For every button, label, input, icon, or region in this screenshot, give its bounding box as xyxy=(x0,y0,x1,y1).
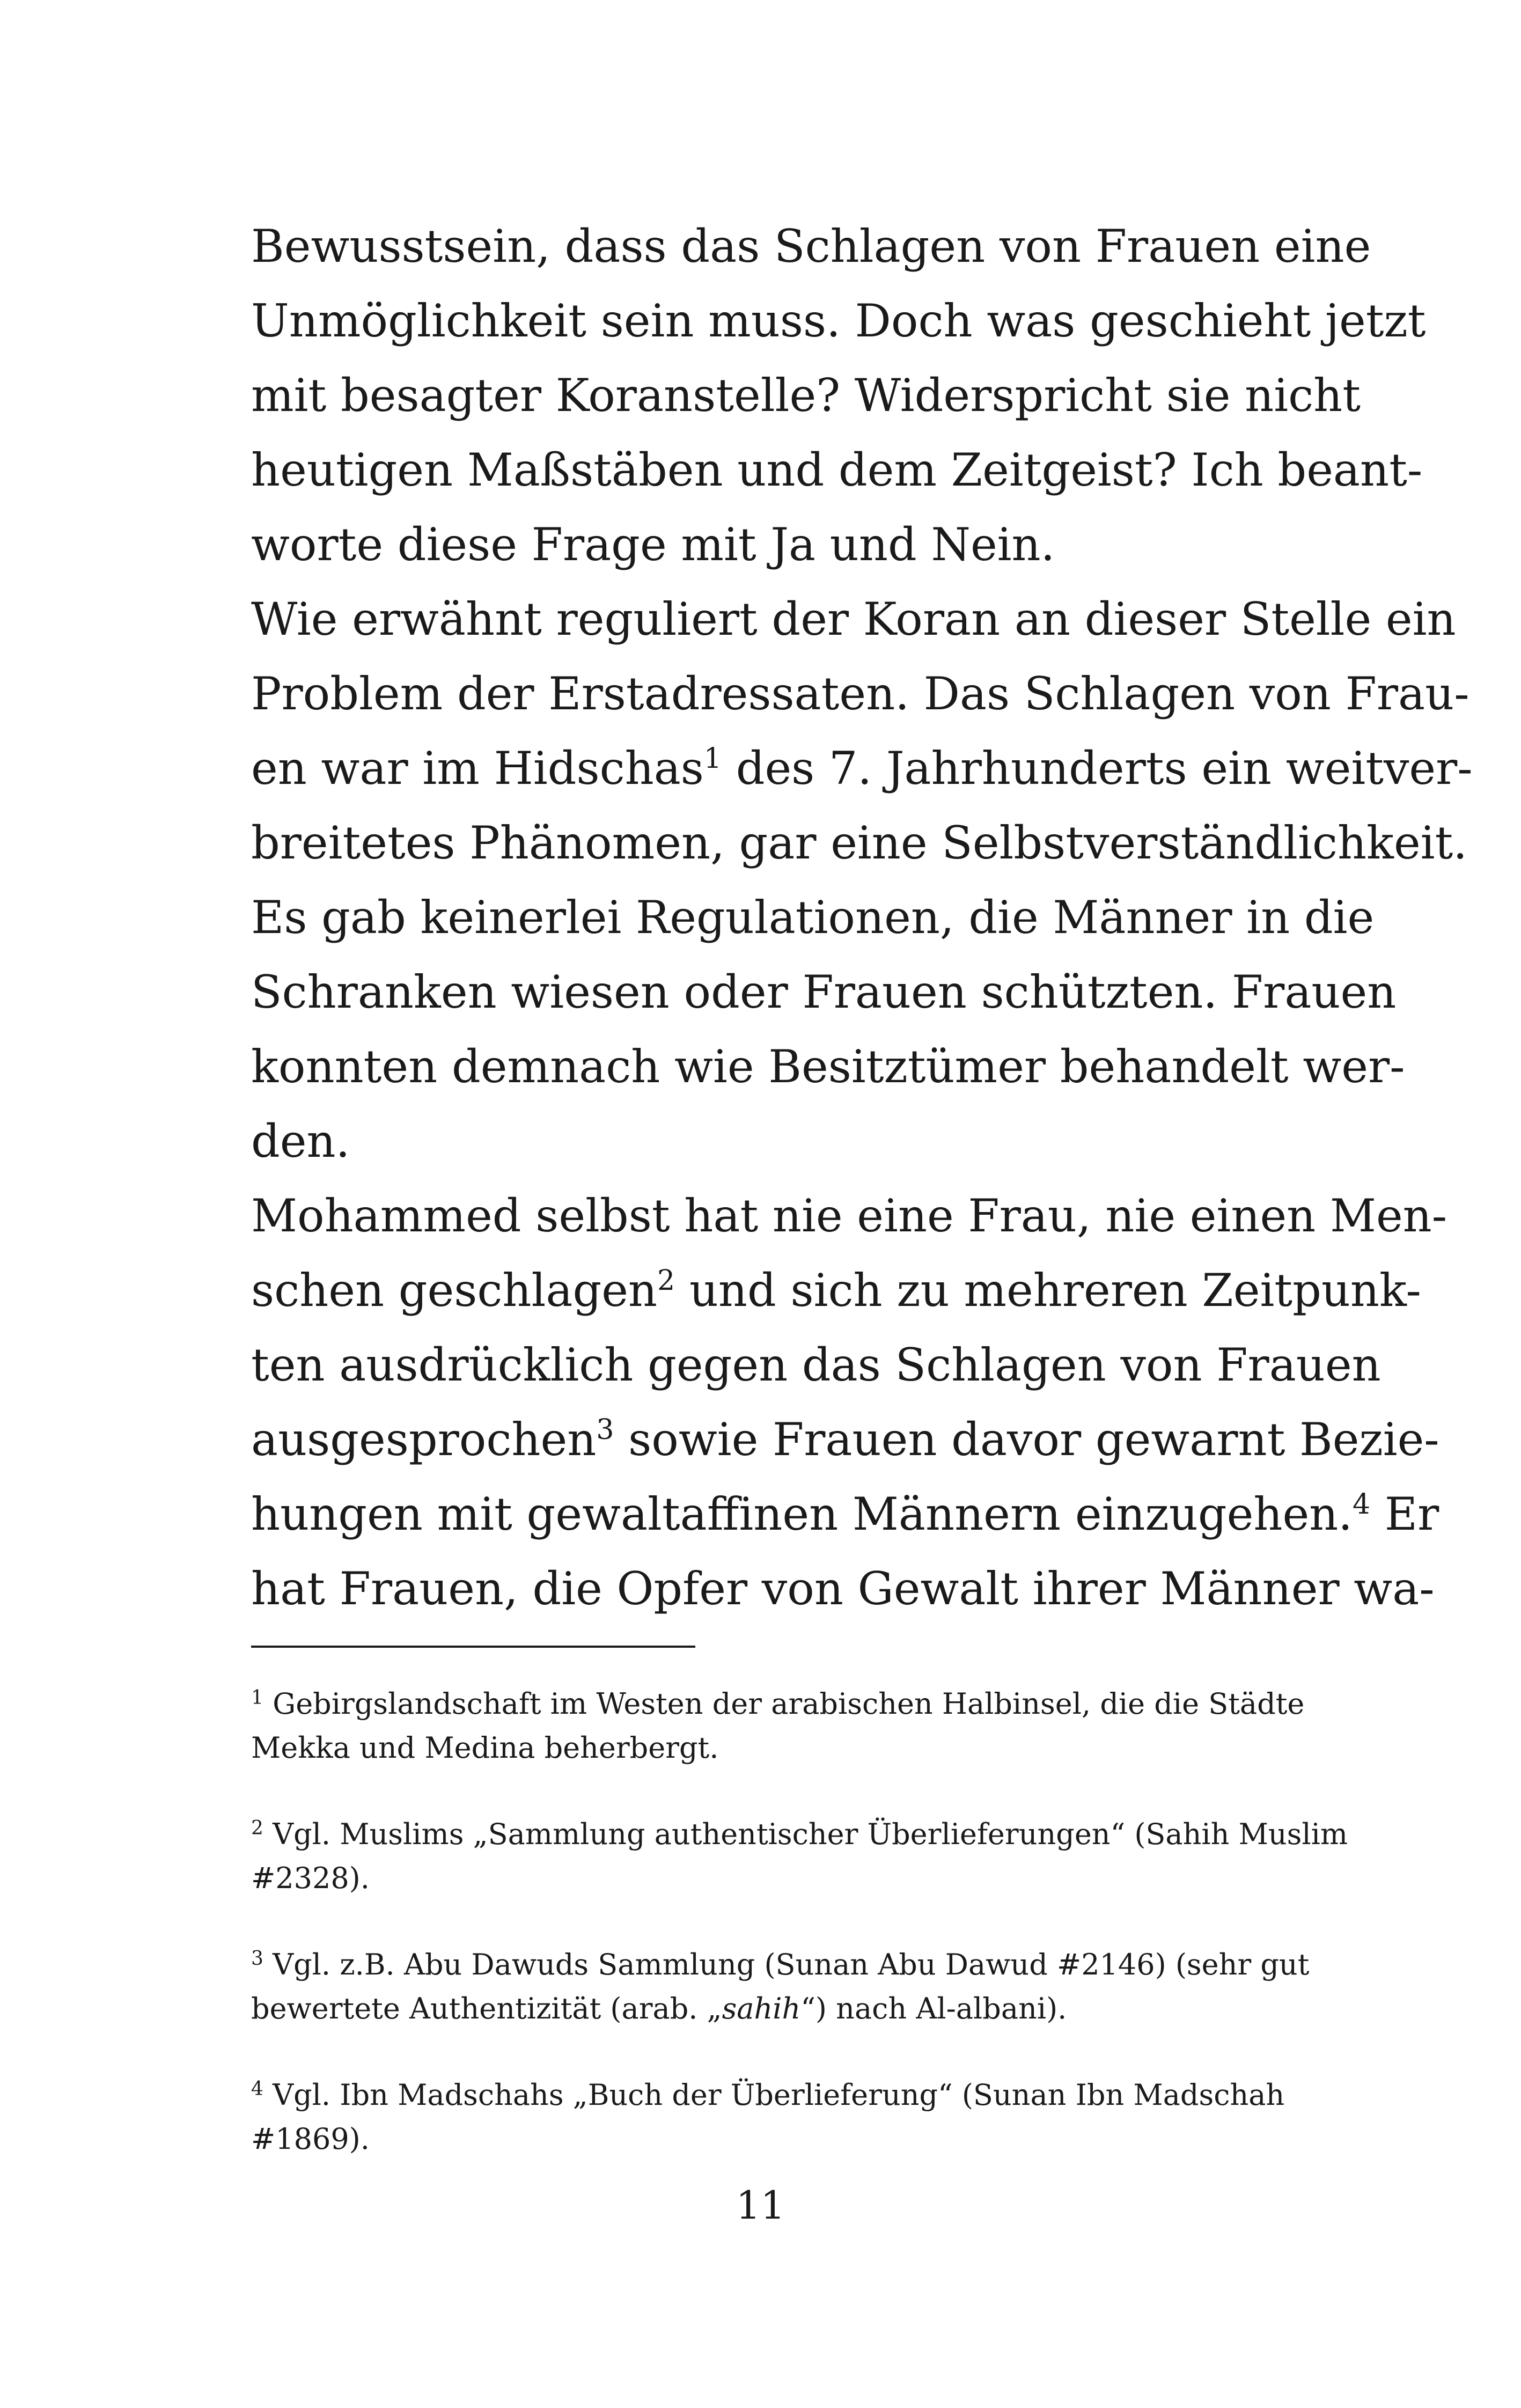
text-line xyxy=(251,731,1473,806)
footnote-text: Vgl. Muslims „Sammlung authentischer Überlieferungen“ (Sahih Muslim xyxy=(263,1817,1348,1851)
text-line: den. xyxy=(251,1115,350,1168)
text-fragment: Er xyxy=(1370,1488,1439,1540)
footnote-number: 1 xyxy=(251,1687,263,1709)
text-line: ten ausdrücklich gegen das Schlagen von Frauen xyxy=(251,1339,1381,1391)
footnote-line: #1869). xyxy=(251,2122,370,2156)
footnote-line xyxy=(251,1943,1310,1987)
footnote-text: “) nach Al-albani). xyxy=(800,1992,1067,2025)
footnote-ref-1[interactable]: 1 xyxy=(703,743,722,775)
text-line: konnten demnach wie Besitztümer behandelt wer- xyxy=(251,1040,1405,1093)
text-fragment: und sich zu mehreren Zeitpunk- xyxy=(675,1264,1421,1317)
text-fragment: sowie Frauen davor gewarnt Bezie- xyxy=(614,1413,1439,1466)
footnotes xyxy=(251,1682,1348,2204)
text-line: Es gab keinerlei Regulationen, die Männer in die xyxy=(251,891,1375,944)
text-fragment: hungen mit gewaltaffinen Männern einzugehen. xyxy=(251,1488,1353,1540)
footnote-line xyxy=(251,1987,1256,2031)
text-line xyxy=(251,1477,1439,1552)
text-line: Schranken wiesen oder Frauen schützten. Frauen xyxy=(251,966,1397,1018)
text-line: Bewusstsein, dass das Schlagen von Frauen eine xyxy=(251,220,1371,273)
footnote-4 xyxy=(251,2073,1285,2161)
footnote-text: Gebirgslandschaft im Westen der arabischen Halbinsel, die die Städte xyxy=(263,1687,1305,1721)
footnote-ref-3[interactable]: 3 xyxy=(596,1414,614,1446)
footnote-text: Vgl. z.B. Abu Dawuds Sammlung (Sunan Abu Dawud #2146) (sehr gut xyxy=(263,1948,1310,1981)
footnote-divider xyxy=(251,1646,695,1648)
text-fragment: en war im Hidschas xyxy=(251,742,704,795)
footnote-number: 3 xyxy=(251,1948,263,1970)
text-line: heutigen Maßstäben und dem Zeitgeist? Ich beant- xyxy=(251,444,1423,496)
text-line: Problem der Erstadressaten. Das Schlagen von Frau- xyxy=(251,667,1469,720)
footnote-line xyxy=(251,1812,1348,1856)
text-fragment: ausgesprochen xyxy=(251,1413,597,1466)
text-fragment: schen geschlagen xyxy=(251,1264,658,1317)
footnote-text: Vgl. Ibn Madschahs „Buch der Überlieferung“ (Sunan Ibn Madschah xyxy=(263,2078,1285,2112)
text-line: Wie erwähnt reguliert der Koran an dieser Stelle ein xyxy=(251,593,1456,645)
footnote-number: 4 xyxy=(251,2078,263,2100)
footnote-1 xyxy=(251,1682,1305,1770)
page-number: 11 xyxy=(736,2183,785,2228)
footnote-number: 2 xyxy=(251,1817,263,1839)
footnote-2 xyxy=(251,1812,1348,1900)
footnote-italic-term: sahih xyxy=(722,1992,801,2025)
text-line: Mohammed selbst hat nie eine Frau, nie einen Men- xyxy=(251,1190,1447,1242)
footnote-ref-2[interactable]: 2 xyxy=(657,1265,675,1297)
text-line xyxy=(251,1253,1421,1328)
text-line: hat Frauen, die Opfer von Gewalt ihrer Männer wa- xyxy=(251,1562,1435,1615)
footnote-text: bewertete Authentizität (arab. „ xyxy=(251,1992,722,2025)
text-line xyxy=(251,1403,1439,1477)
footnote-line xyxy=(251,1682,1305,1726)
text-line: worte diese Frage mit Ja und Nein. xyxy=(251,518,1055,571)
footnote-line xyxy=(251,2073,1285,2117)
text-line: mit besagter Koranstelle? Widerspricht sie nicht xyxy=(251,369,1361,422)
main-text xyxy=(251,209,1473,1626)
text-fragment: des 7. Jahrhunderts ein weitver- xyxy=(722,742,1473,795)
footnote-line: #2328). xyxy=(251,1861,370,1895)
footnote-3 xyxy=(251,1943,1310,2031)
text-line: breitetes Phänomen, gar eine Selbstverständlichkeit. xyxy=(251,817,1467,869)
footnote-ref-4[interactable]: 4 xyxy=(1352,1488,1371,1521)
footnote-line: Mekka und Medina beherbergt. xyxy=(251,1731,719,1765)
text-line: Unmöglichkeit sein muss. Doch was geschieht jetzt xyxy=(251,295,1426,347)
